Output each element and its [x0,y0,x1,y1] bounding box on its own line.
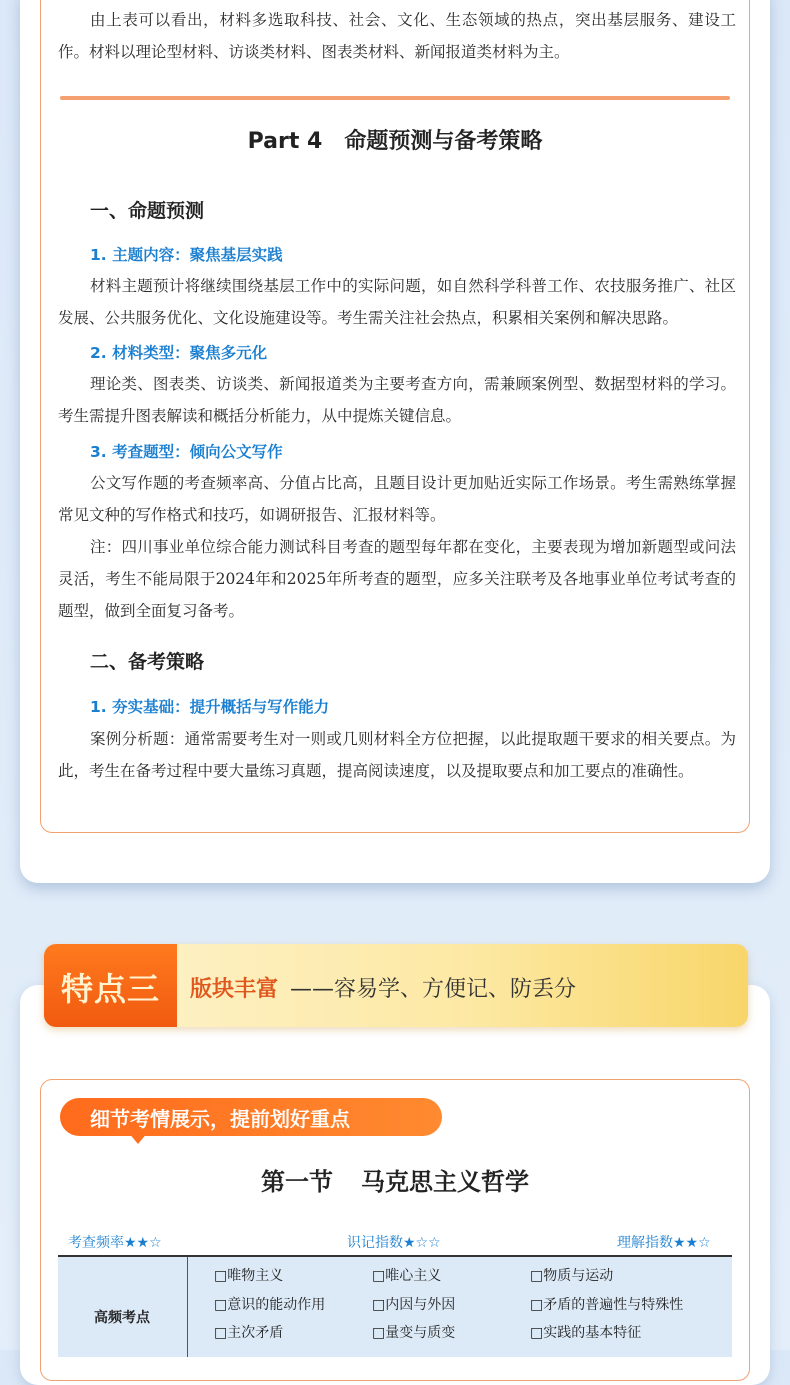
table-cell: □内因与外因 [372,1297,456,1313]
chapter-title: 马克思主义哲学 [361,1167,529,1196]
note-paragraph: 注：四川事业单位综合能力测试科目考查的题型每年都在变化，主要表现为增加新题型或问法灵活，考生不能局限于2024年和2025年所考查的题型，应多关注联考及各地事业单位考试考查的题型，做到全面复习备考。 [58,538,736,620]
highlight-pill [60,1098,442,1136]
section-heading-strategy: 二、备考策略 [90,651,205,673]
banner-subtitle: ——容易学、方便记、防丢分 [290,977,577,1002]
table-cell: □量变与质变 [372,1325,456,1341]
item-title-2: 2. 材料类型：聚焦多元化 [90,344,268,362]
table-cell: □矛盾的普遍性与特殊性 [530,1297,684,1313]
strategy-text-1: 案例分析题：通常需要考生对一则或几则材料全方位把握，以此提取题干要求的相关要点。为此，考生在备考过程中要大量练习真题，提高阅读速度，以及提取要点和加工要点的准确性。 [58,730,736,780]
table-cell: □主次矛盾 [214,1325,284,1341]
item-text-2: 理论类、图表类、访谈类、新闻报道类为主要考查方向，需兼顾案例型、数据型材料的学习。考生需提升图表解读和概括分析能力，从中提炼关键信息。 [58,375,736,425]
part-heading [0,124,790,155]
item-title-1: 1. 主题内容：聚焦基层实践 [90,246,283,264]
divider [60,96,730,100]
memory-rating: 识记指数★☆☆ [347,1235,441,1251]
part-number: Part 4 [247,129,323,154]
strategy-title-1: 1. 夯实基础：提升概括与写作能力 [90,698,330,716]
table-column-divider [187,1257,188,1357]
table-cell: □实践的基本特征 [530,1325,642,1341]
item-text-3: 公文写作题的考查频率高、分值占比高，且题目设计更加贴近实际工作场景。考生需熟练掌握常见文种的写作格式和技巧，如调研报告、汇报材料等。 [58,474,736,524]
part-title: 命题预测与备考策略 [344,129,543,154]
table-cell: □物质与运动 [530,1268,614,1284]
banner-title: 版块丰富 [190,977,279,1002]
item-text-1: 材料主题预计将继续围绕基层工作中的实际问题，如自然科学科普工作、农技服务推广、社区发展、公共服务优化、文化设施建设等。考生需关注社会热点，积累相关案例和解决思路。 [58,277,736,327]
table-cell: □唯物主义 [214,1268,284,1284]
item-title-3: 3. 考查题型：倾向公文写作 [90,443,283,461]
frequency-rating: 考查频率★★☆ [68,1235,162,1251]
table-row-label: 高频考点 [94,1310,150,1326]
pill-text: 细节考情展示，提前划好重点 [90,1107,350,1131]
summary-paragraph: 由上表可以看出，材料多选取科技、社会、文化、生态领域的热点，突出基层服务、建设工作。材料以理论型材料、访谈类材料、图表类材料、新闻报道类材料为主。 [58,11,736,61]
chapter-heading [0,1162,790,1197]
chapter-number: 第一节 [261,1167,333,1196]
understanding-rating: 理解指数★★☆ [617,1235,711,1251]
table-cell: □唯心主义 [372,1268,442,1284]
badge-text: 特点三 [60,970,160,1008]
feature-badge [44,944,177,1027]
table-cell: □意识的能动作用 [214,1297,326,1313]
pill-pointer [128,1132,148,1144]
section-heading-predict: 一、命题预测 [90,200,205,222]
